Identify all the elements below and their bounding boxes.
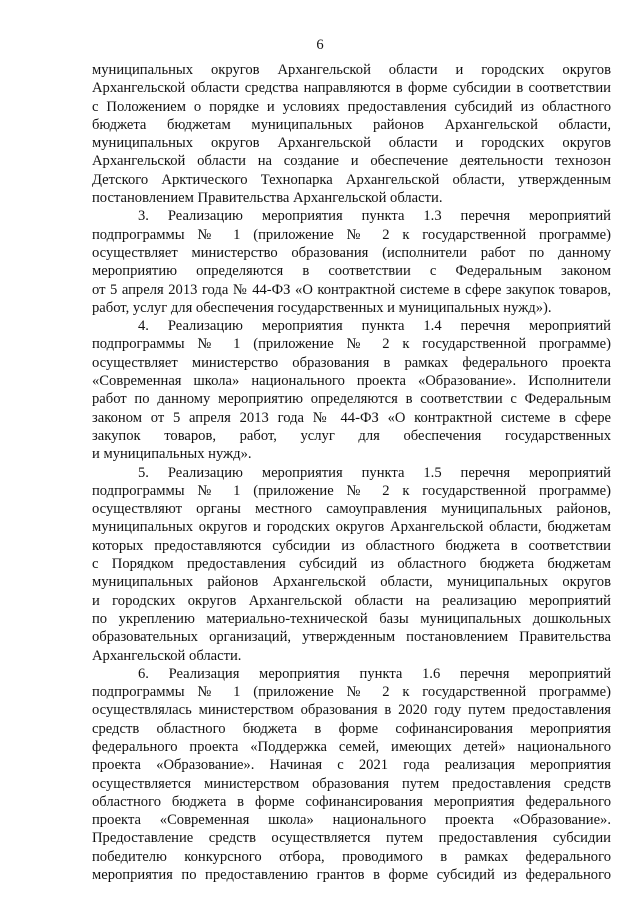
text-line: осуществлялась министерством образования в 2020 году путем предоставления — [92, 702, 611, 719]
text-line: «Современная школа» национального проекта «Образование». Исполнители — [92, 373, 611, 390]
text-line: Архангельской области средства направляются в форме субсидии в соответствии — [92, 80, 611, 97]
text-line: подпрограммы № 1 (приложение № 2 к государственной программе) — [92, 336, 611, 353]
text-line: проекта «Современная школа» национального проекта «Образование». — [92, 812, 611, 829]
page-number: 6 — [316, 37, 324, 53]
text-line: победителю конкурсного отбора, проводимого в рамках федерального — [92, 848, 611, 865]
text-line: 5. Реализацию мероприятия пункта 1.5 перечня мероприятий — [138, 464, 611, 481]
text-line: федерального проекта «Поддержка семей, имеющих детей» национального — [92, 738, 611, 755]
text-line: мероприятия по предоставлению грантов в форме субсидий из федерального — [92, 867, 611, 884]
text-line: осуществляет министерство образования (исполнители работ по данному — [92, 244, 611, 261]
text-line: Детского Арктического Технопарка Архангельской области, утвержденным — [92, 171, 611, 188]
text-line: и городских округов Архангельской области на реализацию мероприятий — [92, 592, 611, 609]
text-line: муниципальных округов и городских округов Архангельской области, бюджетам — [92, 519, 611, 536]
text-line: 4. Реализацию мероприятия пункта 1.4 перечня мероприятий — [138, 318, 611, 335]
text-line: законом от 5 апреля 2013 года № 44-ФЗ «О контрактной системе в сфере — [92, 409, 611, 426]
text-line: с Положением о порядке и условиях предоставления субсидий из областного — [92, 98, 611, 115]
text-line: которых предоставляются субсидии из областного бюджета в соответствии — [92, 537, 611, 554]
text-line: работ по данному мероприятию определяются в соответствии с Федеральным — [92, 391, 611, 408]
text-line: и муниципальных нужд». — [92, 446, 252, 463]
text-line: Архангельской области. — [92, 647, 242, 664]
text-line: с Порядком предоставления субсидий из областного бюджета бюджетам — [92, 556, 611, 573]
text-line: проекта «Образование». Начиная с 2021 года реализация мероприятия — [92, 757, 611, 774]
text-line: постановлением Правительства Архангельской области. — [92, 190, 443, 207]
text-line: 6. Реализация мероприятия пункта 1.6 перечня мероприятий — [138, 665, 611, 682]
text-line: областного бюджета в форме софинансирования мероприятия федерального — [92, 793, 611, 810]
text-line: по укреплению материально-технической базы муниципальных дошкольных — [92, 610, 611, 627]
text-line: работ, услуг для обеспечения государственных и муниципальных нужд»). — [92, 299, 552, 316]
text-line: средств областного бюджета в форме софинансирования мероприятия — [92, 720, 611, 737]
text-line: образовательных организаций, утвержденным постановлением Правительства — [92, 629, 611, 646]
text-line: муниципальных округов Архангельской области и городских округов — [92, 62, 611, 78]
text-line: Предоставление средств осуществляется путем предоставления субсидии — [92, 830, 611, 847]
text-line: от 5 апреля 2013 года № 44-ФЗ «О контрактной системе в сфере закупок товаров, — [92, 281, 611, 298]
text-line: закупок товаров, работ, услуг для обеспечения государственных — [92, 427, 611, 444]
text-line: 3. Реализацию мероприятия пункта 1.3 перечня мероприятий — [138, 208, 611, 225]
text-line: Архангельской области на создание и обеспечение деятельности технозон — [92, 153, 611, 170]
text-line: подпрограммы № 1 (приложение № 2 к государственной программе) — [92, 684, 611, 701]
body-text — [92, 61, 611, 884]
text-line: мероприятию определяются в соответствии с Федеральным законом — [92, 263, 611, 280]
text-line: муниципальных районов Архангельской области, муниципальных округов — [92, 574, 611, 591]
text-line: осуществляет министерство образования в рамках федерального проекта — [92, 354, 611, 371]
text-line: муниципальных округов Архангельской области и городских округов — [92, 135, 611, 152]
text-line: подпрограммы № 1 (приложение № 2 к государственной программе) — [92, 482, 611, 499]
text-line: подпрограммы № 1 (приложение № 2 к государственной программе) — [92, 226, 611, 243]
text-line: осуществляют органы местного самоуправления муниципальных районов, — [92, 501, 611, 518]
text-line: бюджета бюджетам муниципальных районов Архангельской области, — [92, 116, 611, 133]
text-line: осуществляется министерством образования путем предоставления средств — [92, 775, 611, 792]
